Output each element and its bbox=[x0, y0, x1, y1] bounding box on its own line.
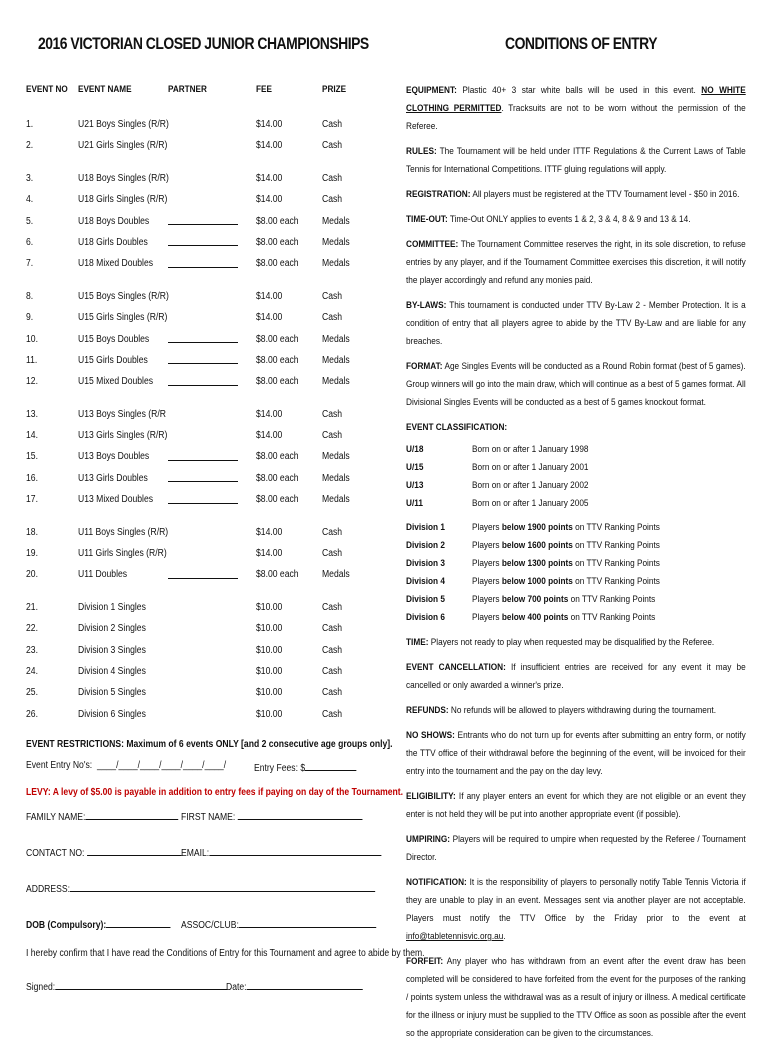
event-no: 21. bbox=[26, 601, 38, 613]
event-fee: $14.00 bbox=[256, 119, 283, 130]
events-section bbox=[26, 82, 425, 995]
header-fee: FEE bbox=[256, 84, 272, 95]
event-row[interactable] bbox=[26, 168, 371, 189]
event-row[interactable] bbox=[26, 682, 371, 703]
events-table-header bbox=[26, 82, 371, 102]
event-prize: Cash bbox=[322, 623, 343, 635]
event-prize: Medals bbox=[322, 569, 350, 581]
event-prize: Cash bbox=[322, 408, 343, 420]
event-prize: Cash bbox=[322, 601, 343, 613]
event-no: 16. bbox=[26, 472, 38, 484]
event-row[interactable] bbox=[26, 661, 371, 682]
event-no: 1. bbox=[26, 119, 34, 130]
contact-no-field[interactable] bbox=[87, 845, 182, 856]
event-fee: $8.00 each bbox=[256, 472, 299, 484]
dob-row bbox=[26, 917, 371, 933]
event-fee: $14.00 bbox=[256, 548, 283, 560]
event-prize: Cash bbox=[322, 290, 343, 302]
event-name: Division 1 Singles bbox=[78, 601, 146, 613]
division-list bbox=[406, 519, 746, 627]
conditions-section bbox=[406, 82, 746, 1050]
division-desc: Players below 1900 points on TTV Ranking Points bbox=[472, 522, 660, 533]
event-prize: Medals bbox=[322, 333, 350, 345]
event-no: 2. bbox=[26, 140, 34, 152]
age-class-code: U/18 bbox=[406, 444, 424, 455]
event-no: 26. bbox=[26, 708, 38, 720]
event-prize: Medals bbox=[322, 354, 350, 366]
ttv-email-link[interactable]: info@tabletennisvic.org.au bbox=[406, 931, 504, 942]
partner-field[interactable] bbox=[168, 331, 238, 343]
cond-timeout: TIME-OUT: Time-Out ONLY applies to events 1 & 2, 3 & 4, 8 & 9 and 13 & 14. bbox=[406, 214, 691, 225]
contact-row bbox=[26, 845, 371, 861]
header-partner: PARTNER bbox=[168, 84, 207, 95]
event-no: 20. bbox=[26, 569, 38, 581]
group-spacer bbox=[26, 157, 371, 168]
event-name: Division 3 Singles bbox=[78, 644, 146, 656]
partner-field[interactable] bbox=[168, 213, 238, 225]
event-fee: $14.00 bbox=[256, 408, 283, 420]
group-spacer bbox=[26, 586, 371, 597]
event-no: 17. bbox=[26, 494, 38, 506]
event-restrictions: EVENT RESTRICTIONS: Maximum of 6 events ONLY [and 2 consecutive age groups only]. bbox=[26, 739, 393, 751]
event-prize: Cash bbox=[322, 526, 343, 538]
event-name: U18 Boys Singles (R/R) bbox=[78, 172, 169, 184]
event-prize: Cash bbox=[322, 548, 343, 560]
event-name: U15 Girls Doubles bbox=[78, 354, 148, 366]
email-field[interactable] bbox=[209, 845, 381, 856]
dob-label: DOB (Compulsory): bbox=[26, 920, 107, 932]
event-name: U13 Girls Singles (R/R) bbox=[78, 430, 168, 442]
event-row[interactable] bbox=[26, 253, 371, 274]
event-row[interactable] bbox=[26, 286, 371, 307]
email-label: EMAIL: bbox=[181, 848, 210, 860]
event-name: U11 Boys Singles (R/R) bbox=[78, 526, 169, 538]
event-name: U18 Girls Singles (R/R) bbox=[78, 194, 168, 206]
event-no: 15. bbox=[26, 451, 38, 463]
assoc-label: ASSOC/CLUB: bbox=[181, 920, 239, 932]
date-label: Date: bbox=[226, 982, 247, 994]
event-no: 5. bbox=[26, 215, 34, 227]
event-no: 24. bbox=[26, 665, 38, 677]
entry-fees-field[interactable] bbox=[305, 760, 357, 771]
event-row[interactable] bbox=[26, 489, 371, 510]
event-fee: $14.00 bbox=[256, 290, 283, 302]
event-fee: $10.00 bbox=[256, 687, 283, 699]
event-no: 23. bbox=[26, 644, 38, 656]
event-no: 22. bbox=[26, 623, 38, 635]
partner-field[interactable] bbox=[168, 449, 238, 461]
division-row bbox=[406, 555, 746, 573]
event-prize: Cash bbox=[322, 119, 343, 130]
event-name: Division 4 Singles bbox=[78, 665, 146, 677]
division-row bbox=[406, 573, 746, 591]
event-name: U15 Mixed Doubles bbox=[78, 376, 154, 388]
cond-umpiring: UMPIRING: Players will be required to umpire when requested by the Referee / Tournament Director. bbox=[406, 834, 746, 863]
header-prize: PRIZE bbox=[322, 84, 347, 95]
event-name: U21 Boys Singles (R/R) bbox=[78, 119, 169, 130]
cond-committee: COMMITTEE: The Tournament Committee reserves the right, in its sole discretion, to refuse entries by any player, and if the Tournament Committee exercises this discretion, it will notify the player accordingly and refund any monies paid. bbox=[406, 239, 746, 286]
event-row[interactable] bbox=[26, 211, 371, 232]
event-name: U11 Girls Singles (R/R) bbox=[78, 548, 167, 560]
group-spacer bbox=[26, 393, 371, 404]
event-prize: Cash bbox=[322, 644, 343, 656]
partner-field[interactable] bbox=[168, 374, 238, 386]
age-class-row bbox=[406, 477, 746, 495]
first-name-label: FIRST NAME: bbox=[181, 812, 236, 824]
levy-notice: LEVY: A levy of $5.00 is payable in addition to entry fees if paying on day of the Tournament. bbox=[26, 787, 404, 799]
event-no: 7. bbox=[26, 258, 34, 270]
event-name: U11 Doubles bbox=[78, 569, 128, 581]
event-prize: Medals bbox=[322, 215, 350, 227]
event-fee: $14.00 bbox=[256, 526, 283, 538]
cond-time: TIME: Players not ready to play when requested may be disqualified by the Referee. bbox=[406, 637, 715, 648]
event-row[interactable] bbox=[26, 446, 371, 467]
event-name: U18 Girls Doubles bbox=[78, 236, 148, 248]
address-row bbox=[26, 881, 371, 897]
event-no: 3. bbox=[26, 172, 34, 184]
confirm-row bbox=[26, 948, 425, 964]
division-name: Division 6 bbox=[406, 612, 445, 623]
event-row[interactable] bbox=[26, 597, 371, 618]
event-fee: $8.00 each bbox=[256, 376, 299, 388]
event-name: U13 Mixed Doubles bbox=[78, 494, 154, 506]
event-name: Division 2 Singles bbox=[78, 623, 146, 635]
event-prize: Medals bbox=[322, 258, 350, 270]
address-field[interactable] bbox=[70, 881, 375, 892]
event-prize: Cash bbox=[322, 312, 343, 324]
event-name: U15 Boys Doubles bbox=[78, 333, 150, 345]
event-no: 11. bbox=[26, 354, 38, 366]
partner-field[interactable] bbox=[168, 352, 238, 364]
partner-field[interactable] bbox=[168, 492, 238, 504]
event-name: U15 Boys Singles (R/R) bbox=[78, 290, 169, 302]
event-row[interactable] bbox=[26, 189, 371, 210]
event-no: 14. bbox=[26, 430, 38, 442]
cond-bylaws: BY-LAWS: This tournament is conducted under TTV By-Law 2 - Member Protection. It is a condition of entry that all players agree to abide by the TTV By-Law and are liable for any breaches. bbox=[406, 300, 746, 347]
event-row[interactable] bbox=[26, 232, 371, 253]
event-no: 19. bbox=[26, 548, 38, 560]
event-fee: $14.00 bbox=[256, 430, 283, 442]
event-row[interactable] bbox=[26, 640, 371, 661]
event-row[interactable] bbox=[26, 543, 371, 564]
event-fee: $10.00 bbox=[256, 644, 283, 656]
event-row[interactable] bbox=[26, 135, 371, 156]
event-prize: Cash bbox=[322, 665, 343, 677]
age-class-desc: Born on or after 1 January 2002 bbox=[472, 480, 589, 491]
event-name: U18 Mixed Doubles bbox=[78, 258, 154, 270]
event-fee: $8.00 each bbox=[256, 494, 299, 506]
event-name: U15 Girls Singles (R/R) bbox=[78, 312, 168, 324]
age-class-row bbox=[406, 441, 746, 459]
assoc-field[interactable] bbox=[239, 917, 377, 928]
name-row bbox=[26, 809, 371, 825]
event-name: U18 Boys Doubles bbox=[78, 215, 150, 227]
division-row bbox=[406, 537, 746, 555]
event-no: 12. bbox=[26, 376, 38, 388]
event-row[interactable] bbox=[26, 307, 371, 328]
family-name-label: FAMILY NAME: bbox=[26, 812, 86, 824]
event-fee: $8.00 each bbox=[256, 451, 299, 463]
division-desc: Players below 1000 points on TTV Ranking Points bbox=[472, 576, 660, 587]
partner-field[interactable] bbox=[168, 567, 238, 579]
entry-fees-label: Entry Fees: $ bbox=[254, 763, 306, 775]
event-fee: $14.00 bbox=[256, 140, 283, 152]
division-desc: Players below 1600 points on TTV Ranking Points bbox=[472, 540, 660, 551]
event-no: 18. bbox=[26, 526, 38, 538]
age-class-desc: Born on or after 1 January 2005 bbox=[472, 498, 589, 509]
partner-field[interactable] bbox=[168, 470, 238, 482]
page-title: 2016 VICTORIAN CLOSED JUNIOR CHAMPIONSHIPS bbox=[38, 34, 369, 53]
event-row[interactable] bbox=[26, 468, 371, 489]
event-fee: $10.00 bbox=[256, 623, 283, 635]
cond-notification: NOTIFICATION: It is the responsibility of players to personally notify Table Tennis Victoria if they are unable to play in an event. Messages sent via another player are not acceptable. Players must notify the TTV Office by the Friday prior to the event at info@tabletennisvic.org.au. bbox=[406, 877, 746, 942]
cond-forfeit: FORFEIT: Any player who has withdrawn from an event after the event draw has been completed will be considered to have forfeited from the event for the purposes of the ranking / points system unless the withdrawal was as a result of injury or illness. A medical certificate for the illness or injury must be supplied to the TTV Office as soon as possible after the event so the appropriate consideration can be given to the circumstances. bbox=[406, 956, 746, 1039]
cond-eligibility: ELIGIBILITY: If any player enters an event for which they are not eligible or an event they enter is not held they will be put into another appropriate event (if possible). bbox=[406, 791, 746, 820]
date-field[interactable] bbox=[247, 979, 363, 990]
division-name: Division 5 bbox=[406, 594, 445, 605]
event-prize: Medals bbox=[322, 494, 350, 506]
confirm-statement: I hereby confirm that I have read the Conditions of Entry for this Tournament and agree to abide by them. bbox=[26, 948, 425, 960]
contact-no-label: CONTACT NO: bbox=[26, 848, 85, 860]
event-name: Division 6 Singles bbox=[78, 708, 146, 720]
event-prize: Medals bbox=[322, 376, 350, 388]
event-fee: $8.00 each bbox=[256, 258, 299, 270]
cond-classification: EVENT CLASSIFICATION: bbox=[406, 422, 508, 433]
event-prize: Cash bbox=[322, 708, 343, 720]
cond-registration: REGISTRATION: All players must be registered at the TTV Tournament level - $50 in 2016. bbox=[406, 189, 740, 200]
division-row bbox=[406, 609, 746, 627]
event-prize: Medals bbox=[322, 451, 350, 463]
event-prize: Cash bbox=[322, 430, 343, 442]
division-name: Division 4 bbox=[406, 576, 445, 587]
event-prize: Cash bbox=[322, 687, 343, 699]
division-name: Division 2 bbox=[406, 540, 445, 551]
event-row[interactable] bbox=[26, 329, 371, 350]
event-row[interactable] bbox=[26, 114, 371, 135]
signature-field[interactable] bbox=[55, 979, 227, 990]
age-class-code: U/15 bbox=[406, 462, 424, 473]
event-no: 8. bbox=[26, 290, 34, 302]
events-table bbox=[26, 114, 371, 725]
entry-numbers-row bbox=[26, 760, 371, 776]
first-name-field[interactable] bbox=[238, 809, 363, 820]
cond-noshows: NO SHOWS: Entrants who do not turn up for events after submitting an entry form, or notify the TTV office of their withdrawal before the beginning of the event, will be invoiced for their entry into the tournament and the pay on the day levy. bbox=[406, 730, 746, 777]
cond-equipment: EQUIPMENT: Plastic 40+ 3 star white balls will be used in this event. NO WHITE CLOTHING PERMITTED. Tracksuits are not to be worn without the permission of the Referee. bbox=[406, 85, 746, 132]
event-fee: $10.00 bbox=[256, 665, 283, 677]
age-class-row bbox=[406, 495, 746, 513]
conditions-title: CONDITIONS OF ENTRY bbox=[505, 34, 658, 53]
event-no: 13. bbox=[26, 408, 38, 420]
event-no: 10. bbox=[26, 333, 38, 345]
event-fee: $8.00 each bbox=[256, 354, 299, 366]
dob-field[interactable] bbox=[106, 917, 171, 928]
event-name: U13 Boys Doubles bbox=[78, 451, 150, 463]
event-name: U13 Girls Doubles bbox=[78, 472, 148, 484]
event-fee: $10.00 bbox=[256, 708, 283, 720]
event-prize: Medals bbox=[322, 472, 350, 484]
event-no: 4. bbox=[26, 194, 34, 206]
group-spacer bbox=[26, 511, 371, 522]
header-event-name: EVENT NAME bbox=[78, 84, 132, 95]
header-event-no: EVENT NO bbox=[26, 84, 68, 95]
event-no: 6. bbox=[26, 236, 34, 248]
event-row[interactable] bbox=[26, 564, 371, 585]
group-spacer bbox=[26, 275, 371, 286]
entry-nos-label: Event Entry No's: bbox=[26, 760, 93, 772]
event-fee: $14.00 bbox=[256, 172, 283, 184]
event-row[interactable] bbox=[26, 404, 371, 425]
event-row[interactable] bbox=[26, 350, 371, 371]
partner-field[interactable] bbox=[168, 256, 238, 268]
event-row[interactable] bbox=[26, 618, 371, 639]
signature-row bbox=[26, 979, 371, 995]
division-name: Division 1 bbox=[406, 522, 445, 533]
age-class-list bbox=[406, 441, 746, 513]
age-class-desc: Born on or after 1 January 1998 bbox=[472, 444, 589, 455]
event-row[interactable] bbox=[26, 704, 371, 725]
cond-cancellation: EVENT CANCELLATION: If insufficient entries are received for any event it may be cancelled or only awarded a winner's prize. bbox=[406, 662, 746, 691]
division-desc: Players below 1300 points on TTV Ranking Points bbox=[472, 558, 660, 569]
event-row[interactable] bbox=[26, 371, 371, 392]
event-fee: $8.00 each bbox=[256, 333, 299, 345]
event-prize: Cash bbox=[322, 194, 343, 206]
cond-rules: RULES: The Tournament will be held under ITTF Regulations & the Current Laws of Table Tennis for International Competitions. ITTF gluing regulations will apply. bbox=[406, 146, 746, 175]
division-name: Division 3 bbox=[406, 558, 445, 569]
event-no: 9. bbox=[26, 312, 34, 324]
event-fee: $8.00 each bbox=[256, 215, 299, 227]
age-class-row bbox=[406, 459, 746, 477]
age-class-desc: Born on or after 1 January 2001 bbox=[472, 462, 589, 473]
entry-nos-field[interactable]: ____/____/____/____/____/____/ bbox=[94, 760, 227, 772]
event-fee: $8.00 each bbox=[256, 236, 299, 248]
event-row[interactable] bbox=[26, 522, 371, 543]
event-prize: Medals bbox=[322, 236, 350, 248]
cond-format: FORMAT: Age Singles Events will be conducted as a Round Robin format (best of 5 games). Group winners will go into the main draw, which will continue as a best of 5 games format. All Divisional Singles Events will be conducted as a best of 5 games knockout format. bbox=[406, 361, 746, 408]
event-row[interactable] bbox=[26, 425, 371, 446]
event-fee: $14.00 bbox=[256, 312, 283, 324]
event-fee: $8.00 each bbox=[256, 569, 299, 581]
event-fee: $14.00 bbox=[256, 194, 283, 206]
cond-refunds: REFUNDS: No refunds will be allowed to players withdrawing during the tournament. bbox=[406, 705, 717, 716]
division-desc: Players below 700 points on TTV Ranking Points bbox=[472, 594, 656, 605]
event-prize: Cash bbox=[322, 172, 343, 184]
event-name: U13 Boys Singles (R/R bbox=[78, 408, 166, 420]
event-prize: Cash bbox=[322, 140, 343, 152]
event-name: Division 5 Singles bbox=[78, 687, 146, 699]
address-label: ADDRESS: bbox=[26, 884, 70, 896]
age-class-code: U/13 bbox=[406, 480, 424, 491]
event-name: U21 Girls Singles (R/R) bbox=[78, 140, 168, 152]
division-row bbox=[406, 591, 746, 609]
event-fee: $10.00 bbox=[256, 601, 283, 613]
partner-field[interactable] bbox=[168, 234, 238, 246]
division-desc: Players below 400 points on TTV Ranking Points bbox=[472, 612, 656, 623]
division-row bbox=[406, 519, 746, 537]
age-class-code: U/11 bbox=[406, 498, 423, 509]
signed-label: Signed: bbox=[26, 982, 56, 994]
event-no: 25. bbox=[26, 687, 38, 699]
family-name-field[interactable] bbox=[85, 809, 178, 820]
